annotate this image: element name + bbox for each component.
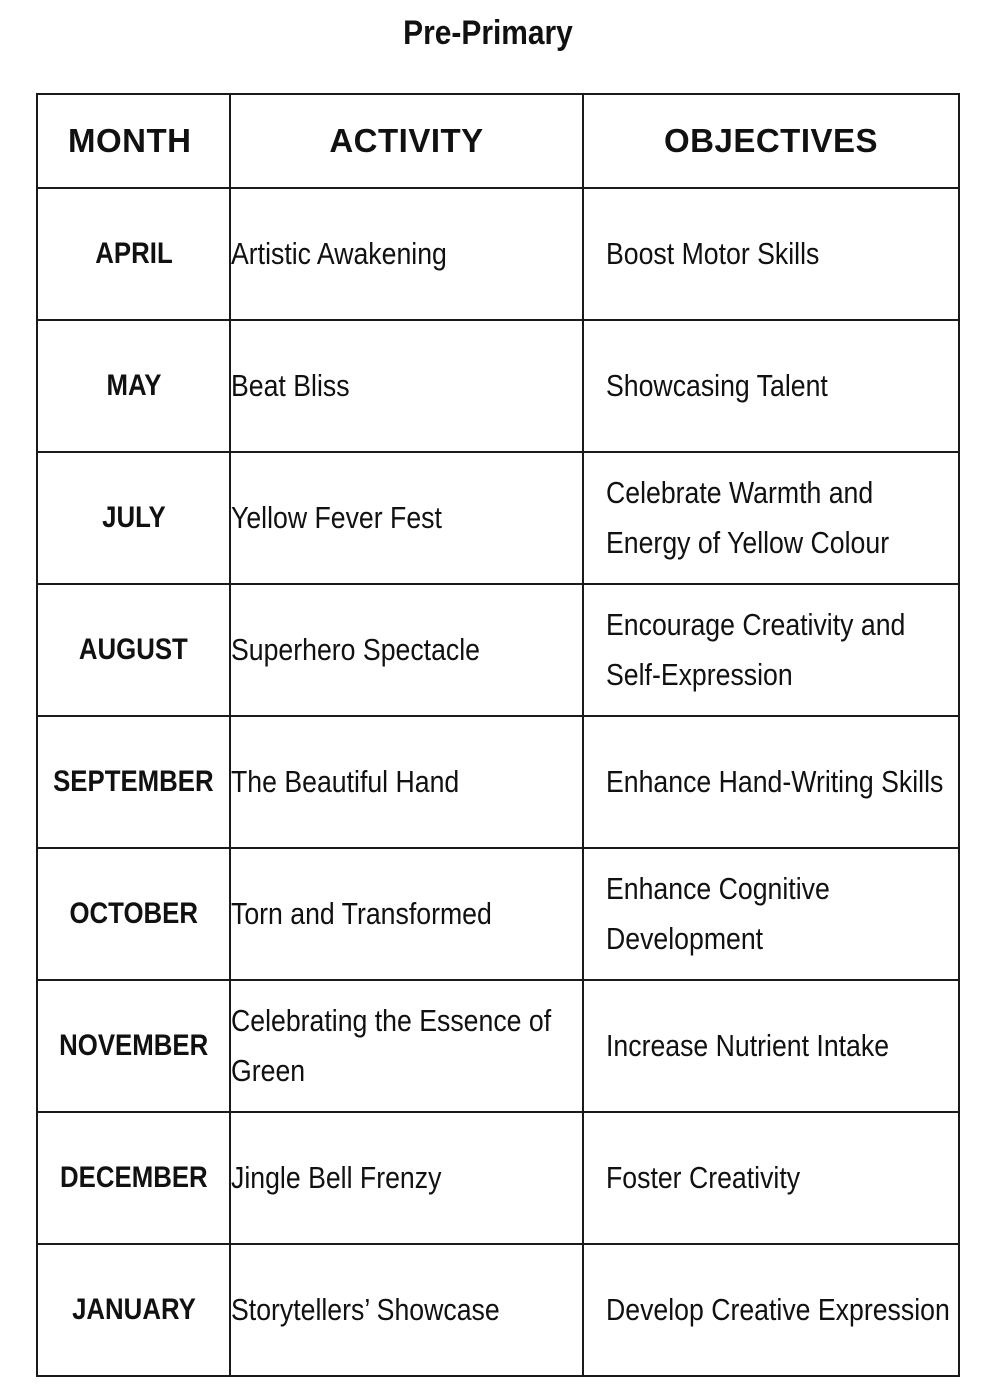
activity-cell: Celebrating the Essence of Green <box>230 980 583 1112</box>
month-cell: AUGUST <box>37 584 230 716</box>
table-row <box>37 584 959 716</box>
table-row <box>37 452 959 584</box>
activity-cell: Storytellers’ Showcase <box>230 1244 583 1376</box>
month-cell: MAY <box>37 320 230 452</box>
table-row <box>37 320 959 452</box>
activity-cell: Yellow Fever Fest <box>230 452 583 584</box>
month-cell: JULY <box>37 452 230 584</box>
objective-cell: Increase Nutrient Intake <box>583 980 959 1112</box>
table-header-row <box>37 94 959 188</box>
month-cell: APRIL <box>37 188 230 320</box>
activity-cell: Beat Bliss <box>230 320 583 452</box>
table-row <box>37 848 959 980</box>
month-cell: SEPTEMBER <box>37 716 230 848</box>
month-cell: DECEMBER <box>37 1112 230 1244</box>
table-row <box>37 716 959 848</box>
column-header-activity: ACTIVITY <box>230 94 583 188</box>
objective-cell: Showcasing Talent <box>583 320 959 452</box>
column-header-month: MONTH <box>37 94 230 188</box>
activity-cell: Superhero Spectacle <box>230 584 583 716</box>
objective-cell: Celebrate Warmth and Energy of Yellow Colour <box>583 452 959 584</box>
objective-cell: Foster Creativity <box>583 1112 959 1244</box>
activity-cell: The Beautiful Hand <box>230 716 583 848</box>
objective-cell: Enhance Cognitive Development <box>583 848 959 980</box>
month-cell: OCTOBER <box>37 848 230 980</box>
month-cell: NOVEMBER <box>37 980 230 1112</box>
activity-cell: Torn and Transformed <box>230 848 583 980</box>
objective-cell: Develop Creative Expression <box>583 1244 959 1376</box>
month-cell: JANUARY <box>37 1244 230 1376</box>
objective-cell: Boost Motor Skills <box>583 188 959 320</box>
objective-cell: Enhance Hand-Writing Skills <box>583 716 959 848</box>
activity-cell: Jingle Bell Frenzy <box>230 1112 583 1244</box>
table-row <box>37 1112 959 1244</box>
activity-cell: Artistic Awakening <box>230 188 583 320</box>
column-header-objectives: OBJECTIVES <box>583 94 959 188</box>
activity-table <box>36 93 960 1377</box>
objective-cell: Encourage Creativity and Self-Expression <box>583 584 959 716</box>
table-row <box>37 980 959 1112</box>
table-row <box>37 188 959 320</box>
page-title: Pre-Primary <box>403 14 573 52</box>
table-row <box>37 1244 959 1376</box>
